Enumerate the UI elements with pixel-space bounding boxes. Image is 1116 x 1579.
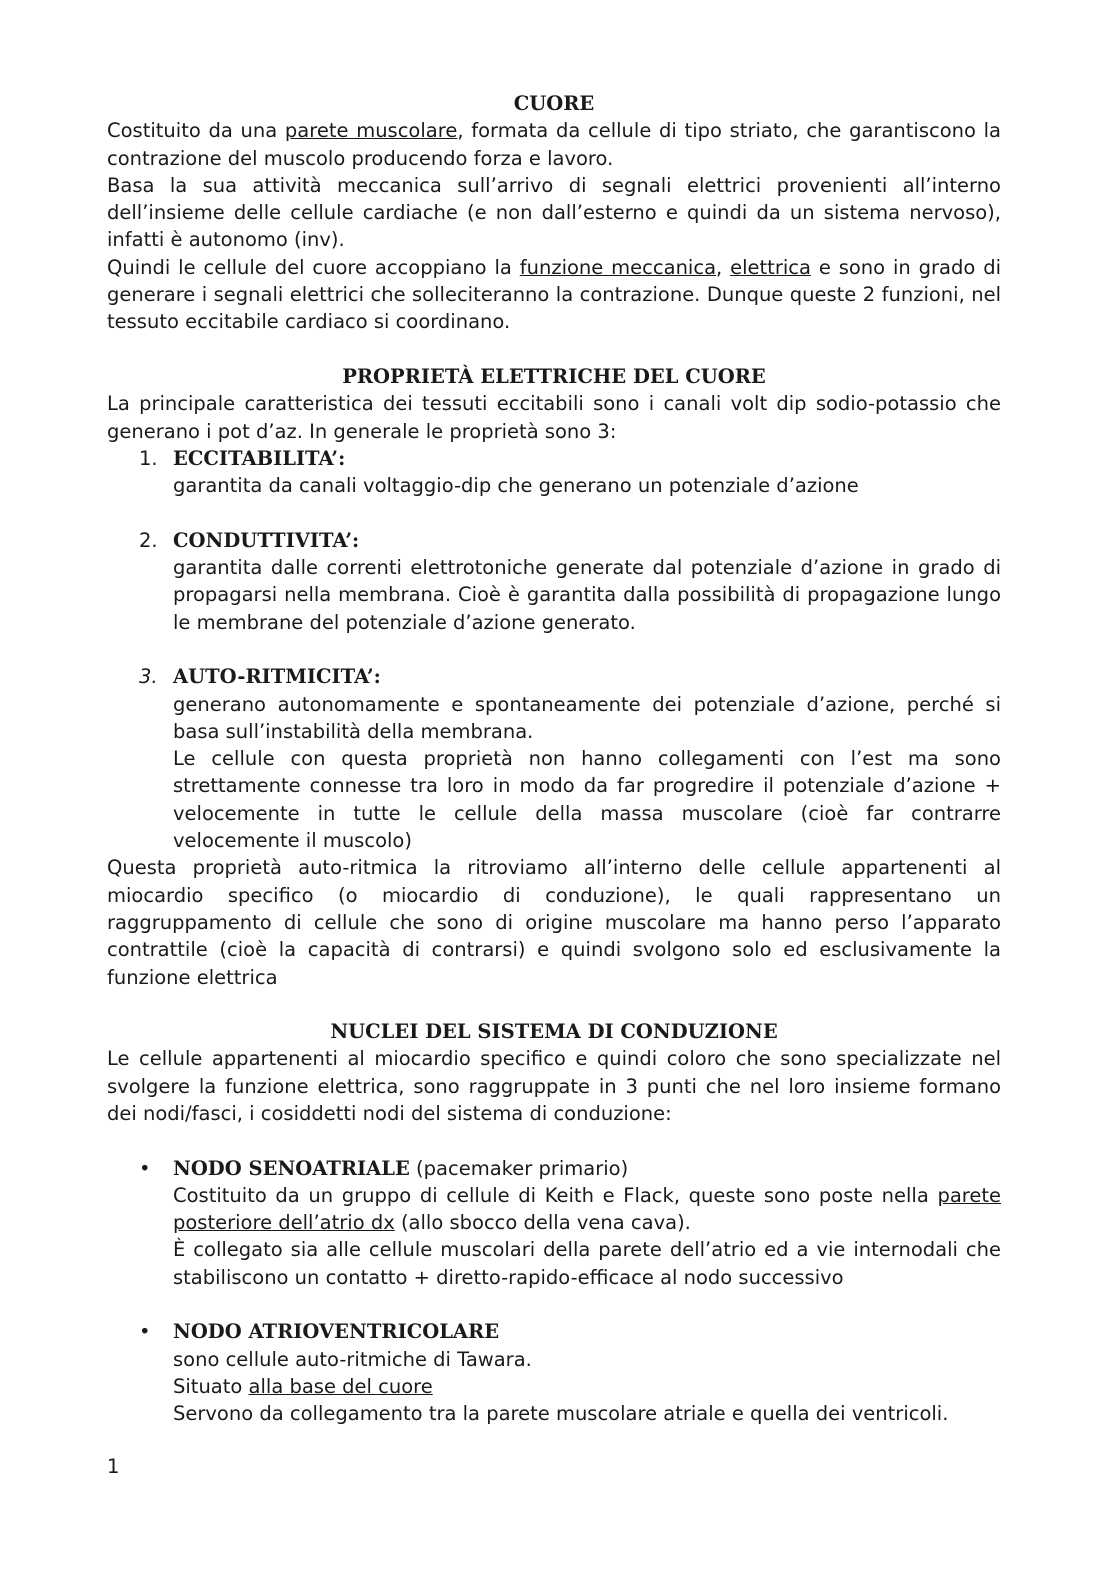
bullet-item-nodo-atrioventricolare: [107, 1318, 1001, 1427]
paragraph-nuclei-intro: Le cellule appartenenti al miocardio specifico e quindi coloro che sono specializzate nel svolgere la funzione elettrica, sono raggruppate in 3 punti che nel loro insieme formano dei nodi/fasci, i cosiddetti nodi del sistema di conduzione:: [107, 1047, 1001, 1125]
list-item-conduttivita: [107, 527, 1001, 636]
bullet-item-body: [173, 1373, 1001, 1400]
underlined-term-funzione-meccanica: funzione meccanica: [519, 255, 717, 279]
bullet-item-note: (pacemaker primario): [409, 1156, 629, 1180]
bullet-item-heading: NODO ATRIOVENTRICOLARE: [173, 1320, 500, 1344]
text-span: e sono in grado di generare i segnali elettrici che solleciteranno la contrazione. Dunque queste 2 funzioni, nel tessuto eccitabile cardiaco si coordinano.: [107, 255, 1001, 334]
heading-nuclei-conduzione: NUCLEI DEL SISTEMA DI CONDUZIONE: [330, 1020, 778, 1044]
bullet-item-body: Servono da collegamento tra la parete muscolare atriale e quella dei ventricoli.: [173, 1402, 949, 1426]
list-item-heading: ECCITABILITA’:: [173, 446, 346, 470]
underlined-term-parete-muscolare: parete muscolare: [284, 119, 458, 143]
text-span: Situato: [173, 1374, 249, 1398]
list-item-body: Le cellule con questa proprietà non hanno collegamenti con l’est ma sono strettamente connesse tra loro in modo da far progredire il potenziale d’azione + velocemente in tutte le cellule della massa muscolare (cioè far contrarre velocemente il muscolo): [173, 747, 1001, 853]
page-number: 1: [107, 1455, 120, 1478]
list-item-heading: AUTO-RITMICITA’:: [173, 665, 381, 689]
bullet-item-nodo-senoatriale: [107, 1155, 1001, 1291]
bullet-item-heading-line: [173, 1155, 1001, 1182]
underlined-term-parete-posteriore: parete posteriore dell’atrio dx: [173, 1183, 1001, 1235]
list-item-body: garantita dalle correnti elettrotoniche generate dal potenziale d’azione in grado di propagarsi nella membrana. Cioè è garantita dalla possibilità di propagazione lungo le membrane del potenziale d’azione generato.: [173, 556, 1001, 634]
text-span: ,: [716, 255, 731, 279]
bullet-icon: •: [139, 1156, 151, 1180]
bullet-icon: •: [139, 1320, 151, 1344]
list-number: 3.: [139, 665, 158, 689]
bullet-item-body: sono cellule auto-ritmiche di Tawara.: [173, 1347, 532, 1371]
underlined-term-elettrica: elettrica: [730, 255, 811, 279]
underlined-term-base-del-cuore: alla base del cuore: [248, 1374, 433, 1398]
text-span: Costituito da una: [107, 119, 285, 143]
list-item-eccitabilita: [107, 445, 1001, 500]
bullet-item-body: [173, 1182, 1001, 1237]
heading-proprieta-elettriche: PROPRIETÀ ELETTRICHE DEL CUORE: [342, 364, 766, 388]
list-item-body: garantita da canali voltaggio-dip che generano un potenziale d’azione: [173, 474, 859, 498]
bullet-item-body: È collegato sia alle cellule muscolari della parete dell’atrio ed a vie internodali che stabiliscono un contatto + diretto-rapido-efficace al nodo successivo: [173, 1238, 1001, 1289]
bullet-item-heading: NODO SENOATRIALE: [173, 1156, 410, 1180]
text-span: (allo sbocco della vena cava).: [394, 1211, 691, 1235]
heading-cuore: CUORE: [513, 92, 595, 115]
list-number: 1.: [139, 446, 158, 470]
list-item-auto-ritmicita: [107, 663, 1001, 854]
text-span: Quindi le cellule del cuore accoppiano la: [107, 255, 520, 279]
list-item-body: generano autonomamente e spontaneamente dei potenziale d’azione, perché si basa sull’instabilità della membrana.: [173, 692, 1001, 743]
text-span: , formata da cellule di tipo striato, che garantiscono la contrazione del muscolo producendo forza e lavoro.: [107, 119, 1002, 170]
paragraph-proprieta-outro: Questa proprietà auto-ritmica la ritroviamo all’interno delle cellule appartenenti al miocardio specifico (o miocardio di conduzione), le quali rappresentano un raggruppamento di cellule che sono di origine muscolare ma hanno perso l’apparato contrattile (cioè la capacità di contrarsi) e quindi svolgono solo ed esclusivamente la funzione elettrica: [107, 856, 1001, 989]
list-item-heading: CONDUTTIVITA’:: [173, 528, 360, 552]
list-number: 2.: [139, 528, 158, 552]
document-page: [107, 90, 1001, 1428]
paragraph-proprieta-intro: La principale caratteristica dei tessuti eccitabili sono i canali volt dip sodio-potassio che generano i pot d’az. In generale le proprietà sono 3:: [107, 392, 1001, 443]
paragraph-intro-2: Basa la sua attività meccanica sull’arrivo di segnali elettrici provenienti all’interno dell’insieme delle cellule cardiache (e non dall’esterno e quindi da un sistema nervoso), infatti è autonomo (inv).: [107, 173, 1001, 252]
paragraph-intro-3: [107, 254, 1001, 336]
text-span: Costituito da un gruppo di cellule di Keith e Flack, queste sono poste nella: [173, 1183, 938, 1207]
paragraph-intro-1: [107, 117, 1001, 172]
